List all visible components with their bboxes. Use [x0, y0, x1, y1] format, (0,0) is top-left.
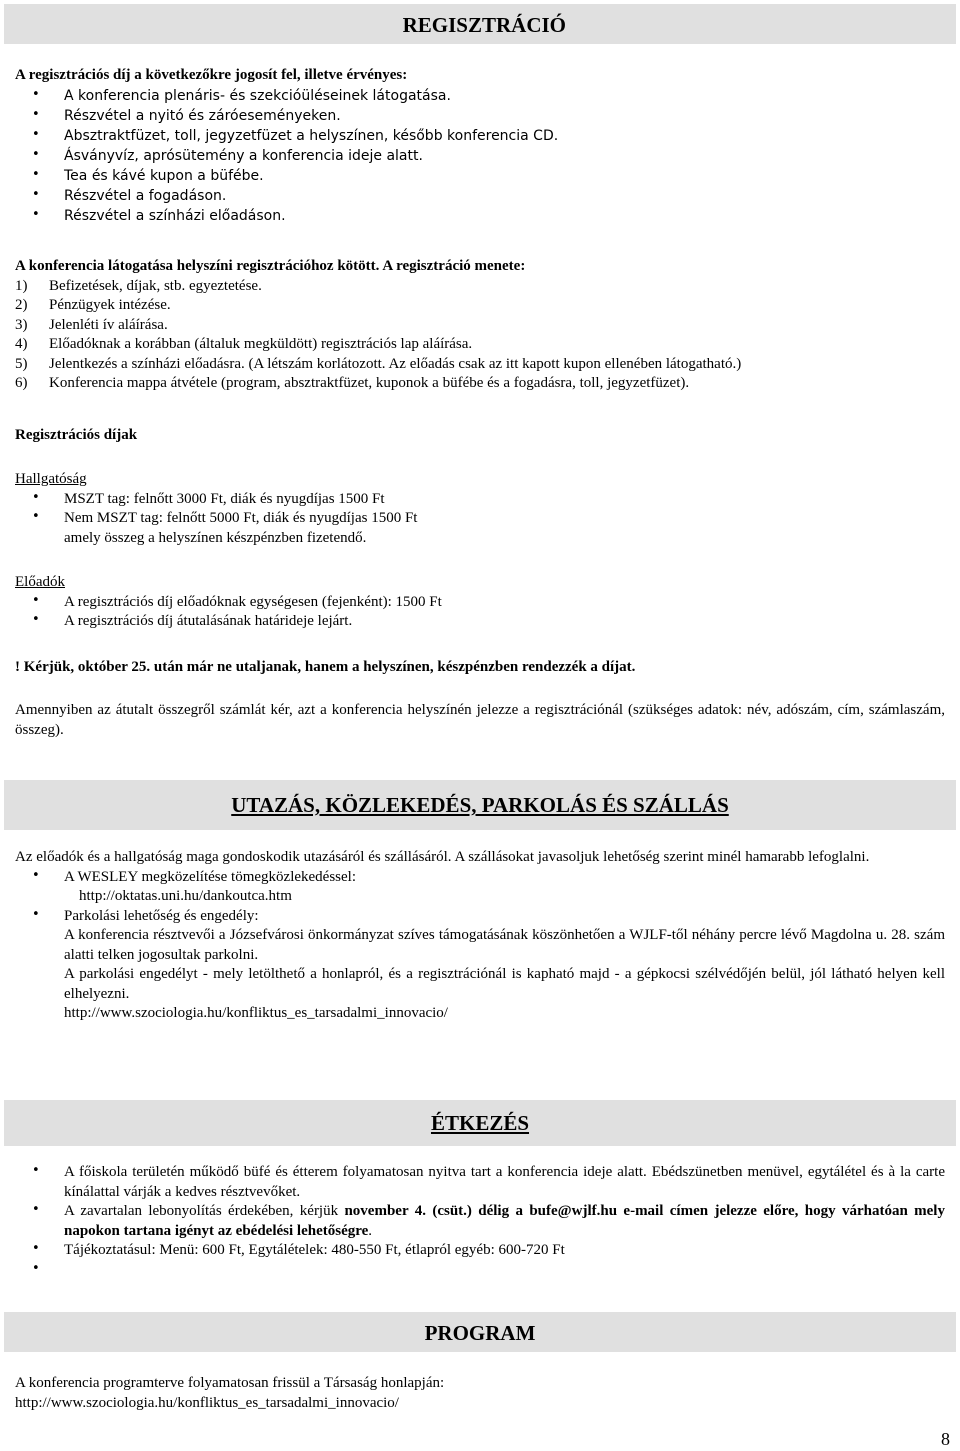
page-number: 8 [941, 1429, 950, 1449]
list-item: • Tájékoztatásul: Menü: 600 Ft, Egytálételek: 480-550 Ft, étlapról egyéb: 600-720 Ft [15, 1241, 945, 1261]
registration-benefits-block [15, 66, 945, 226]
list-item: • MSZT tag: felnőtt 3000 Ft, diák és nyugdíjas 1500 Ft [15, 490, 945, 510]
list-item: • A regisztrációs díj előadóknak egységesen (fejenként): 1500 Ft [15, 593, 945, 613]
travel-intro: Az előadók és a hallgatóság maga gondoskodik utazásáról és szállásáról. A szállásokat javasoljuk lehetőség szerint minél hamarabb lefoglalni. [15, 849, 870, 865]
registration-intro: A regisztrációs díj a következőkre jogosít fel, illetve érvényes: [15, 67, 408, 83]
catering-heading: ÉTKEZÉS [430, 1111, 530, 1135]
list-item: 1) Befizetések, díjak, stb. egyeztetése. [15, 277, 262, 294]
list-item: 2) Pénzügyek intézése. [15, 297, 171, 313]
registration-heading: REGISZTRÁCIÓ [402, 13, 566, 37]
list-item: • Részvétel a nyitó és záróeseményeken. [15, 106, 945, 126]
students-fees-list [15, 490, 945, 529]
list-item: 4) Előadóknak a korábban (általuk megküldött) regisztrációs lap aláírása. [15, 336, 473, 352]
students-fees-block [15, 470, 945, 548]
travel-list [15, 868, 945, 1024]
list-item: 5) Jelentkezés a színházi előadásra. (A létszám korlátozott. Az előadás csak az itt kapott kupon ellenében látogatható.) [15, 355, 742, 372]
list-item [15, 868, 945, 907]
list-item: 3) Jelenléti ív aláírása. [15, 316, 168, 333]
list-item: • A regisztrációs díj átutalásának határideje lejárt. [15, 612, 945, 632]
payment-warning-block [15, 658, 945, 678]
invoice-block [15, 701, 945, 740]
catering-list [15, 1163, 945, 1280]
registration-steps-list [15, 277, 945, 394]
list-item: • Tea és kávé kupon a büfébe. [15, 166, 945, 186]
wesley-link[interactable]: http://oktatas.uni.hu/dankoutca.htm [79, 888, 292, 904]
travel-heading: UTAZÁS, KÖZLEKEDÉS, PARKOLÁS ÉS SZÁLLÁS [231, 793, 729, 817]
speakers-fees-block [15, 573, 945, 632]
registration-benefits-list [15, 86, 945, 226]
students-title: Hallgatóság [15, 471, 87, 487]
program-heading: PROGRAM [424, 1321, 536, 1345]
catering-header-band [4, 1100, 956, 1146]
catering-block [15, 1163, 945, 1280]
list-item: • Absztraktfüzet, toll, jegyzetfüzet a helyszínen, később konferencia CD. [15, 126, 945, 146]
travel-header-band [4, 780, 956, 830]
list-item [15, 907, 945, 1024]
program-header-band [4, 1312, 956, 1352]
list-item: 6) Konferencia mappa átvétele (program, absztraktfüzet, kuponok a büfébe és a fogadásra, toll, jegyzetfüzet). [15, 375, 690, 391]
list-item: • Részvétel a fogadáson. [15, 186, 945, 206]
students-fees-note: amely összeg a helyszínen készpénzben fizetendő. [64, 529, 367, 546]
list-item: • A konferencia plenáris- és szekcióüléseinek látogatása. [15, 86, 945, 106]
speakers-fees-list [15, 593, 945, 632]
travel-block [15, 848, 945, 1024]
registration-header-band [4, 4, 956, 44]
program-text: A konferencia programterve folyamatosan frissül a Társaság honlapján: [15, 1375, 445, 1391]
payment-warning: ! Kérjük, október 25. után már ne utaljanak, hanem a helyszínen, készpénzben rendezzék a díjat. [15, 659, 636, 675]
program-link[interactable]: http://www.szociologia.hu/konfliktus_es_tarsadalmi_innovacio/ [15, 1394, 399, 1411]
registration-process-block [15, 257, 945, 394]
speakers-title: Előadók [15, 574, 65, 590]
list-item: • Ásványvíz, aprósütemény a konferencia ideje alatt. [15, 146, 945, 166]
parking-text-2: A parkolási engedélyt - mely letölthető a honlapról, és a regisztrációnál is kapható majd - a gépkocsi szélvédőjén belül, jól látható helyen kell elhelyezni. [64, 966, 945, 1002]
list-item [15, 1261, 945, 1281]
fees-title: Regisztrációs díjak [15, 427, 138, 443]
parking-label: Parkolási lehetőség és engedély: [64, 907, 259, 924]
wesley-label: A WESLEY megközelítése tömegközlekedéssel: [64, 868, 357, 885]
invoice-note: Amennyiben az átutalt összegről számlát kér, azt a konferencia helyszínén jelezze a regisztrációnál (szükséges adatok: név, adószám, cím, számlaszám, összeg). [15, 702, 945, 738]
program-block [15, 1374, 945, 1413]
list-item: • Nem MSZT tag: felnőtt 5000 Ft, diák és nyugdíjas 1500 Ft [15, 509, 945, 529]
list-item: • Részvétel a színházi előadáson. [15, 206, 945, 226]
registration-process-intro: A konferencia látogatása helyszíni regisztrációhoz kötött. A regisztráció menete: [15, 258, 526, 274]
parking-link[interactable]: http://www.szociologia.hu/konfliktus_es_tarsadalmi_innovacio/ [64, 1005, 448, 1021]
parking-text-1: A konferencia résztvevői a Józsefvárosi önkormányzat szíves támogatásának köszönhetően a WJLF-től néhány percre lévő Magdolna u. 28. szám alatti telken jogosultak parkolni. [64, 927, 945, 963]
list-item: • A zavartalan lebonyolítás érdekében, kérjük november 4. (csüt.) délig a bufe@wjlf.hu e-mail címen jelezze előre, hogy várhatóan mely napokon tartana igényt az ebédelési lehetőségre. [15, 1202, 945, 1241]
fees-block [15, 426, 945, 446]
list-item: • A főiskola területén működő büfé és étterem folyamatosan nyitva tart a konferencia ideje alatt. Ebédszünetben menüvel, egytálétel és à la carte kínálattal várják a kedves résztvevőket. [15, 1163, 945, 1202]
